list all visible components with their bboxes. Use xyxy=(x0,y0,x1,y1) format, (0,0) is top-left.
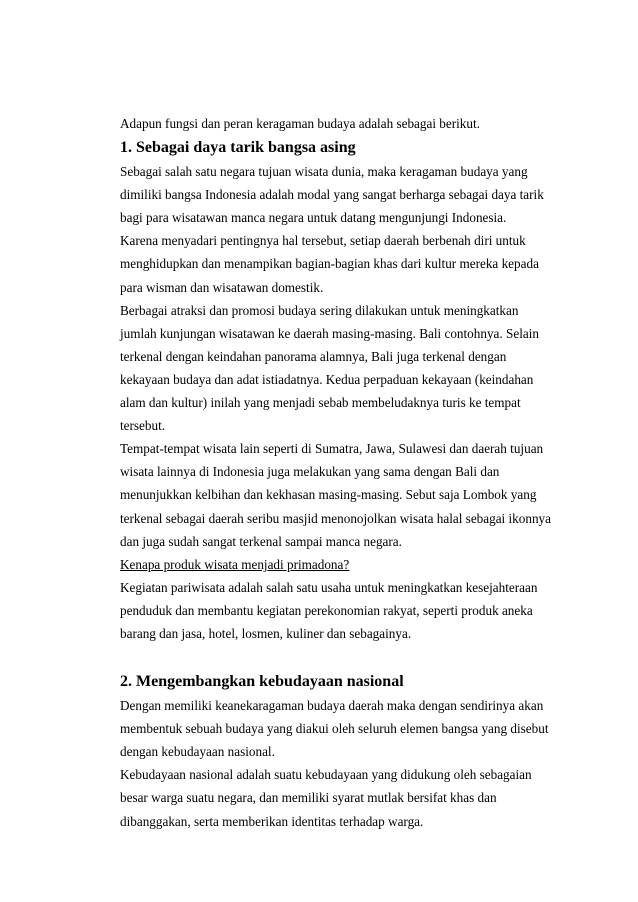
intro-text: Adapun fungsi dan peran keragaman budaya adalah sebagai berikut. xyxy=(120,116,480,131)
body-line: besar warga suatu negara, dan memiliki syarat mutlak bersifat khas dan xyxy=(120,790,497,806)
body-line: bagi para wisatawan manca negara untuk datang mengunjungi Indonesia. xyxy=(120,210,507,226)
body-line: Kegiatan pariwisata adalah salah satu usaha untuk meningkatkan kesejahteraan xyxy=(120,579,538,595)
body-line: dibanggakan, serta memberikan identitas terhadap warga. xyxy=(120,813,424,829)
body-line: Sebagai salah satu negara tujuan wisata dunia, maka keragaman budaya yang xyxy=(120,164,528,180)
body-line: wisata lainnya di Indonesia juga melakukan yang sama dengan Bali dan xyxy=(120,464,500,480)
body-line: dan juga sudah sangat terkenal sampai manca negara. xyxy=(120,533,402,549)
body-line: dengan kebudayaan nasional. xyxy=(120,744,275,760)
body-line: penduduk dan membantu kegiatan perekonomian rakyat, seperti produk aneka xyxy=(120,602,533,618)
section2-body xyxy=(120,694,549,833)
body-line: alam dan kultur) inilah yang menjadi sebab membeludaknya turis ke tempat xyxy=(120,395,521,411)
body-line: terkenal sebagai daerah seribu masjid menonojolkan wisata halal sebagai ikonnya xyxy=(120,510,552,526)
body-line: menghidupkan dan menampikan bagian-bagian khas dari kultur mereka kepada xyxy=(120,256,539,272)
body-line: tersebut. xyxy=(120,418,166,434)
body-line: Berbagai atraksi dan promosi budaya sering dilakukan untuk meningkatkan xyxy=(120,302,519,318)
underlined-question: Kenapa produk wisata menjadi primadona? xyxy=(120,556,350,572)
body-line: kekayaan budaya dan adat istiadatnya. Kedua perpaduan kekayaan (keindahan xyxy=(120,371,534,387)
body-line: barang dan jasa, hotel, losmen, kuliner dan sebagainya. xyxy=(120,625,412,641)
body-line: para wisman dan wisatawan domestik. xyxy=(120,279,324,295)
body-line: jumlah kunjungan wisatawan ke daerah masing-masing. Bali contohnya. Selain xyxy=(120,325,539,341)
section2-heading: 2. Mengembangkan kebudayaan nasional xyxy=(120,673,404,691)
body-line: Kebudayaan nasional adalah suatu kebudayaan yang didukung oleh sebagaian xyxy=(120,767,532,783)
document-body xyxy=(120,112,552,833)
section1-heading: 1. Sebagai daya tarik bangsa asing xyxy=(120,139,356,157)
body-line: dimiliki bangsa Indonesia adalah modal yang sangat berharga sebagai daya tarik xyxy=(120,187,544,203)
body-line: Dengan memiliki keanekaragaman budaya daerah maka dengan sendirinya akan xyxy=(120,698,544,714)
section-spacer xyxy=(120,645,540,670)
body-line: Tempat-tempat wisata lain seperti di Sumatra, Jawa, Sulawesi dan daerah tujuan xyxy=(120,441,544,457)
body-line: Karena menyadari pentingnya hal tersebut, setiap daerah berbenah diri untuk xyxy=(120,233,526,249)
section1-body xyxy=(120,160,552,645)
body-line: terkenal dengan keindahan panorama alamnya, Bali juga terkenal dengan xyxy=(120,348,507,364)
body-line: membentuk sebuah budaya yang diakui oleh seluruh elemen bangsa yang disebut xyxy=(120,721,549,737)
body-line: menunjukkan kelbihan dan kekhasan masing-masing. Sebut saja Lombok yang xyxy=(120,487,537,503)
